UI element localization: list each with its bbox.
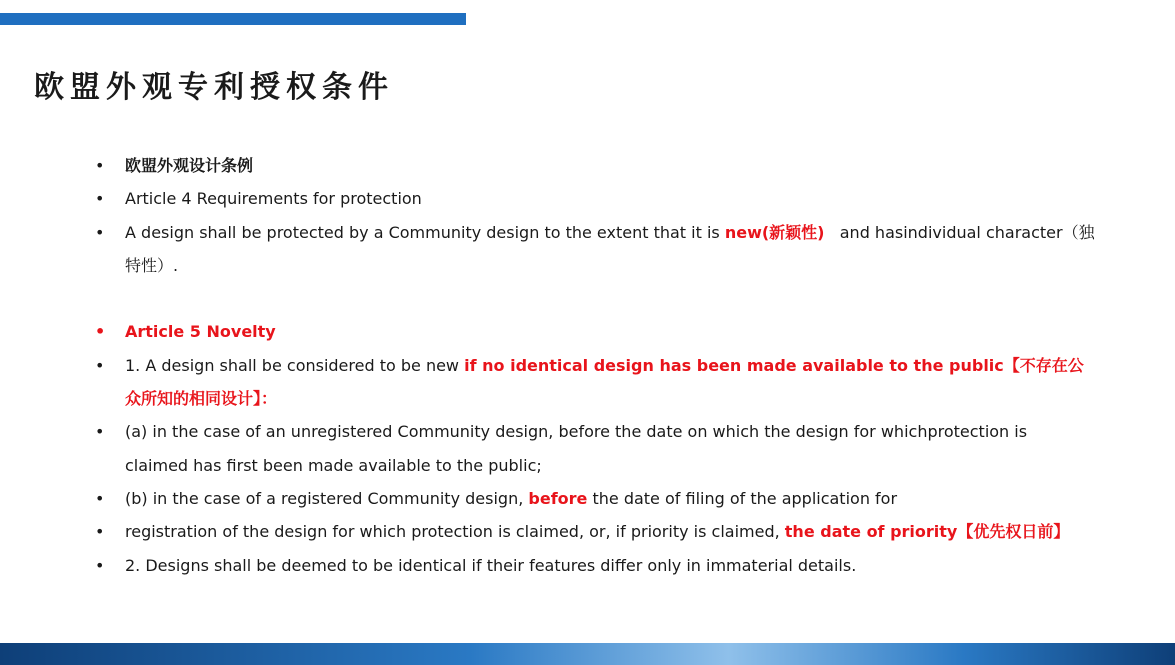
list-item-registered-case xyxy=(95,482,1095,515)
list-item-article-5 xyxy=(95,315,1095,348)
list-item-identical-designs xyxy=(95,549,1095,582)
novelty-definition-highlight: if no identical design has been made available to the public【不存在公众所知的相同设计】： xyxy=(125,355,1084,409)
bottom-gradient-bar xyxy=(0,643,1175,665)
list-item-regulation-heading xyxy=(95,149,1095,182)
list-item-article-4 xyxy=(95,182,1095,215)
bullet-icon: • xyxy=(95,522,105,542)
bullet-icon: • xyxy=(95,555,105,575)
priority-text-highlight: the date of priority【优先权日前】 xyxy=(784,522,1070,542)
regulation-heading: 欧盟外观设计条例 xyxy=(125,156,254,175)
priority-text-pre: registration of the design for which protection is claimed, or, if priority is claimed, xyxy=(125,522,785,542)
list-item-protection-text xyxy=(95,216,1095,283)
article-5-heading: Article 5 Novelty xyxy=(125,322,276,342)
registered-case-pre: (b) in the case of a registered Community design, xyxy=(125,488,529,508)
registered-case-highlight: before xyxy=(528,488,588,508)
list-item-novelty-definition xyxy=(95,349,1095,416)
bullet-icon: • xyxy=(95,488,105,508)
registered-case-post: the date of filing of the application for xyxy=(587,488,898,508)
bullet-icon: • xyxy=(95,189,105,209)
list-spacer xyxy=(95,282,1095,315)
slide-title: 欧盟外观专利授权条件 xyxy=(34,70,394,105)
bullet-icon: • xyxy=(95,422,105,442)
bullet-icon: • xyxy=(95,355,105,375)
protection-text-highlight: new(新颖性) xyxy=(724,222,825,242)
novelty-definition-pre: 1. A design shall be considered to be new xyxy=(125,355,465,375)
protection-text-pre: A design shall be protected by a Community design to the extent that it is xyxy=(125,222,725,242)
bullet-list xyxy=(95,149,1095,582)
top-accent-bar xyxy=(0,13,466,25)
protection-text-post: and hasindividual character（独特性）. xyxy=(125,222,1095,275)
article-4-heading: Article 4 Requirements for protection xyxy=(125,189,422,209)
unregistered-case-text: (a) in the case of an unregistered Community design, before the date on which the design for whichprotection is claimed has first been made available to the public; xyxy=(125,422,1028,475)
bullet-icon: • xyxy=(95,156,105,175)
list-item-unregistered-case xyxy=(95,415,1095,482)
identical-designs-text: 2. Designs shall be deemed to be identical if their features differ only in immaterial details. xyxy=(125,555,857,575)
bullet-icon: • xyxy=(95,222,105,242)
list-item-priority xyxy=(95,515,1095,548)
bullet-icon: • xyxy=(95,322,106,342)
